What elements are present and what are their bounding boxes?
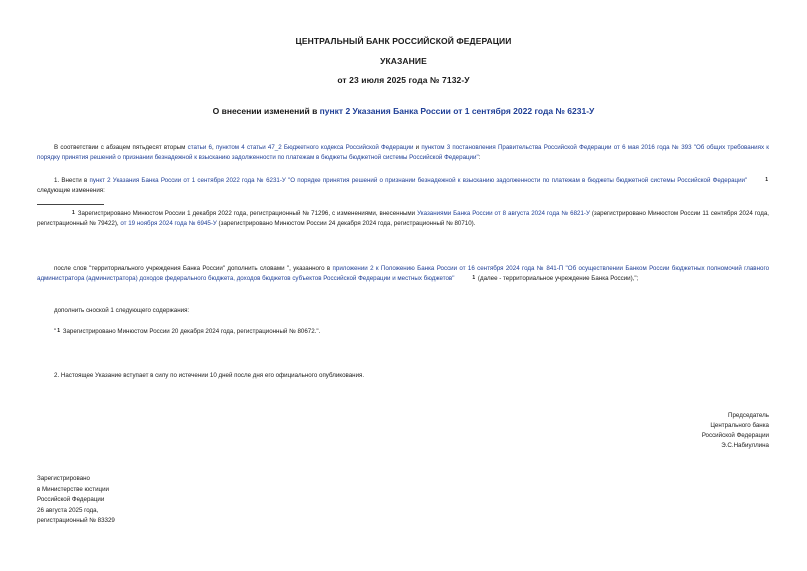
- registration-number: регистрационный № 83329: [37, 517, 115, 525]
- footnote-text: (зарегистрировано Минюстом России 24 декабря 2024 года, регистрационный № 80710).: [216, 219, 476, 227]
- change-text: после слов "территориального учреждения Банка России" дополнить словами ", указанного в: [54, 265, 333, 272]
- footnote-text: (зарегистрировано Минюстом России 11 сентября 2024 года, регистрационный № 79422),: [37, 210, 769, 227]
- footnote-paragraph: [37, 209, 769, 228]
- registration-line: в Министерстве юстиции: [37, 485, 110, 493]
- preamble-text: ,: [211, 144, 216, 151]
- signature-block: [569, 411, 769, 451]
- footnote-marker[interactable]: 1: [765, 177, 768, 183]
- item-1-paragraph: [37, 176, 769, 195]
- signature-name: Э.С.Набиуллина: [721, 442, 769, 449]
- new-footnote-paragraph: [54, 327, 769, 337]
- footnote-divider: [37, 204, 104, 205]
- footnote-marker: 1: [57, 328, 60, 334]
- document-title: [0, 106, 807, 116]
- registration-date: 26 августа 2025 года,: [37, 506, 99, 514]
- registration-line: Российской Федерации: [37, 496, 105, 504]
- footnote-marker: 1: [72, 210, 75, 216]
- org-name: ЦЕНТРАЛЬНЫЙ БАНК РОССИЙСКОЙ ФЕДЕРАЦИИ: [295, 36, 512, 46]
- addition-paragraph: дополнить сноской 1 следующего содержания:: [54, 307, 190, 314]
- footnote-marker[interactable]: 1: [472, 274, 476, 281]
- change-link-841p[interactable]: приложении 2 к Положению Банка России от 16 сентября 2024 года № 841-П "Об осуществлении Банком России бюджетных полномочий главного администратора (администратора) доходов федерального бюджета, доходов бюджетов субъектов Российской Федерации и местных бюджетов": [37, 265, 770, 282]
- preamble-text: и: [413, 144, 422, 151]
- signature-line: Председатель: [728, 412, 769, 419]
- change-paragraph: [37, 264, 769, 283]
- preamble-text: В соответствии с абзацем пятьдесят вторым: [54, 144, 188, 151]
- item-2-paragraph: 2. Настоящее Указание вступает в силу по истечении 10 дней после дня его официального опубликования.: [54, 372, 365, 379]
- item-1-text: 1. Внести в: [54, 177, 90, 184]
- title-prefix: О внесении изменений в: [212, 106, 320, 116]
- preamble-link-budget-code[interactable]: пунктом 4 статьи 47_2 Бюджетного кодекса Российской Федерации: [215, 144, 414, 151]
- footnote-link-6945[interactable]: от 19 ноября 2024 года № 6945-У: [120, 219, 217, 227]
- item-1-text: следующие изменения:: [37, 186, 105, 194]
- change-text: (далее - территориальное учреждение Банка России),";: [476, 274, 639, 282]
- new-footnote-text: Зарегистрировано Минюстом России 20 декабря 2024 года, регистрационный № 80672.".: [60, 328, 321, 335]
- document-type: УКАЗАНИЕ: [380, 56, 427, 66]
- item-1-link[interactable]: пункт 2 Указания Банка России от 1 сентября 2022 года № 6231-У "О порядке принятия решений о признании безнадежной к взысканию задолженности по платежам в бюджеты бюджетной системы Российской Федерации": [89, 177, 748, 184]
- preamble-paragraph: [37, 143, 769, 162]
- new-footnote-quote: ": [54, 328, 57, 335]
- preamble-link-article-6[interactable]: статьи 6: [187, 144, 212, 151]
- document-date-number: от 23 июля 2025 года № 7132-У: [337, 75, 470, 85]
- footnote-link-6821[interactable]: Указаниями Банка России от 8 августа 2024 года № 6821-У: [417, 210, 590, 217]
- footnote-text: Зарегистрировано Минюстом России 1 декабря 2022 года, регистрационный № 71296, с изменениями, внесенными: [75, 210, 418, 217]
- registration-line: Зарегистрировано: [37, 475, 90, 482]
- signature-line: Российской Федерации: [701, 432, 769, 439]
- preamble-link-government-resolution[interactable]: пунктом 3 постановления Правительства Российской Федерации от 6 мая 2016 года № 393 "Об общих требованиях к порядку принятия решений о признании безнадежной к взысканию задолженности по платежам в бюджеты бюджетной системы Российской Федерации": [37, 144, 769, 161]
- registration-block: [37, 474, 237, 527]
- title-link[interactable]: пункт 2 Указания Банка России от 1 сентября 2022 года № 6231-У: [319, 106, 595, 116]
- signature-line: Центрального банка: [710, 422, 769, 429]
- preamble-text: :: [478, 153, 481, 161]
